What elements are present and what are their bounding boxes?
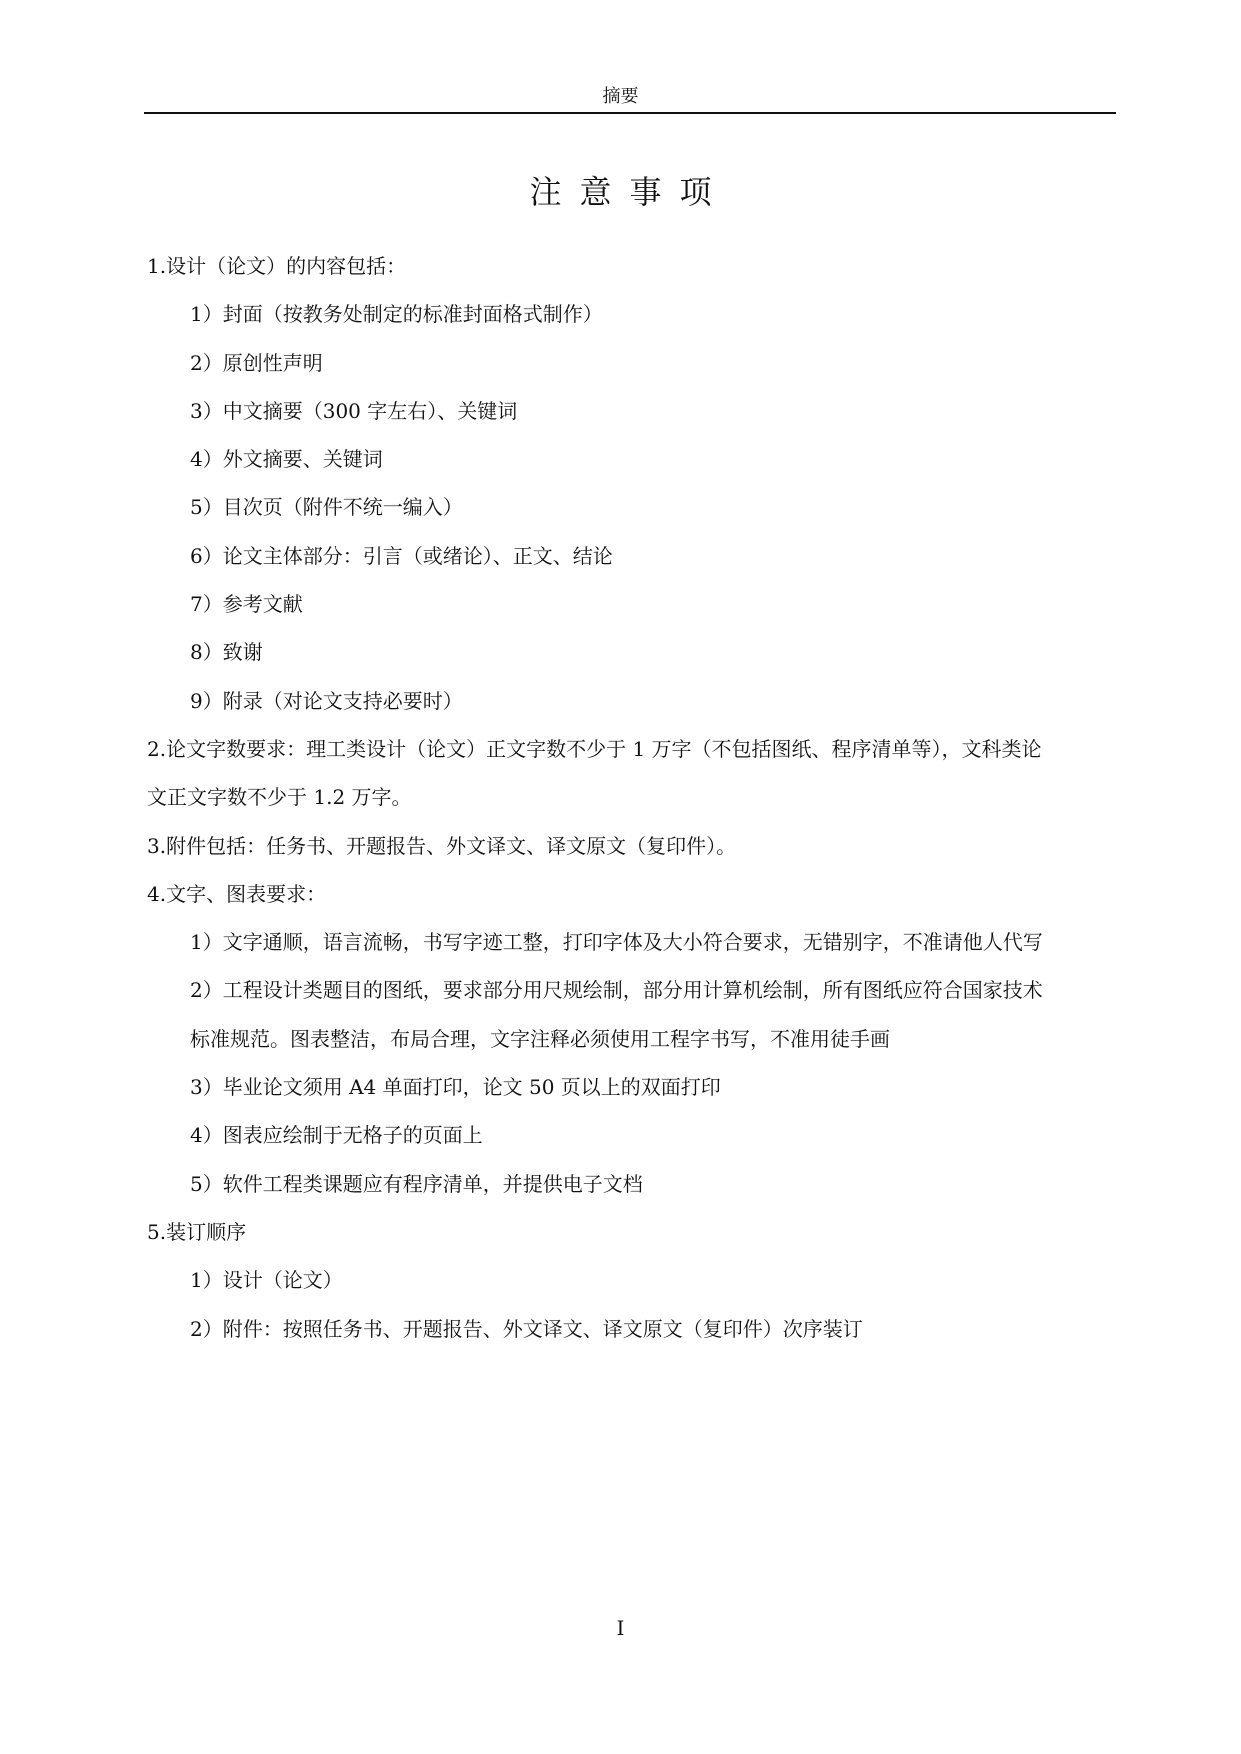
list-item: 9）附录（对论文支持必要时） xyxy=(190,688,463,713)
list-item: 3）中文摘要（300 字左右）、关键词 xyxy=(190,398,518,423)
list-item: 1）封面（按教务处制定的标准封面格式制作） xyxy=(190,302,603,327)
list-item: 4）图表应绘制于无格子的页面上 xyxy=(190,1123,483,1148)
running-header: 摘要 xyxy=(602,86,639,107)
list-item: 5）目次页（附件不统一编入） xyxy=(190,495,463,520)
paragraph-continuation: 文正文字数不少于 1.2 万字。 xyxy=(147,785,412,810)
list-item: 8）致谢 xyxy=(190,640,263,665)
section-heading-attachments: 3.附件包括：任务书、开题报告、外文译文、译文原文（复印件）。 xyxy=(147,833,737,858)
list-item: 3）毕业论文须用 A4 单面打印，论文 50 页以上的双面打印 xyxy=(190,1075,721,1100)
section-heading-word-count: 2.论文字数要求：理工类设计（论文）正文字数不少于 1 万字（不包括图纸、程序清单等），文科类论 xyxy=(147,736,1042,761)
list-item: 1）设计（论文） xyxy=(190,1268,343,1293)
list-item: 6）论文主体部分：引言（或绪论）、正文、结论 xyxy=(190,543,613,568)
list-item: 5）软件工程类课题应有程序清单，并提供电子文档 xyxy=(190,1171,643,1196)
section-heading-text-figures: 4.文字、图表要求： xyxy=(147,881,327,906)
section-heading-binding: 5.装订顺序 xyxy=(147,1219,247,1244)
page-title: 注意事项 xyxy=(529,173,730,211)
notice-body xyxy=(147,250,1117,1361)
list-item: 2）原创性声明 xyxy=(190,350,323,375)
list-item: 2）工程设计类题目的图纸，要求部分用尺规绘制，部分用计算机绘制，所有图纸应符合国家技术 xyxy=(190,978,1043,1003)
header-rule xyxy=(144,112,1116,114)
section-heading-content: 1.设计（论文）的内容包括： xyxy=(147,254,407,278)
list-item: 2）附件：按照任务书、开题报告、外文译文、译文原文（复印件）次序装订 xyxy=(190,1316,863,1341)
page-number: I xyxy=(616,1616,625,1640)
list-item: 7）参考文献 xyxy=(190,592,303,617)
list-item: 4）外文摘要、关键词 xyxy=(190,447,383,472)
list-item: 1）文字通顺，语言流畅，书写字迹工整，打印字体及大小符合要求，无错别字，不准请他人代写 xyxy=(190,930,1043,955)
list-item-continuation: 标准规范。图表整洁，布局合理，文字注释必须使用工程字书写，不准用徒手画 xyxy=(190,1026,890,1051)
